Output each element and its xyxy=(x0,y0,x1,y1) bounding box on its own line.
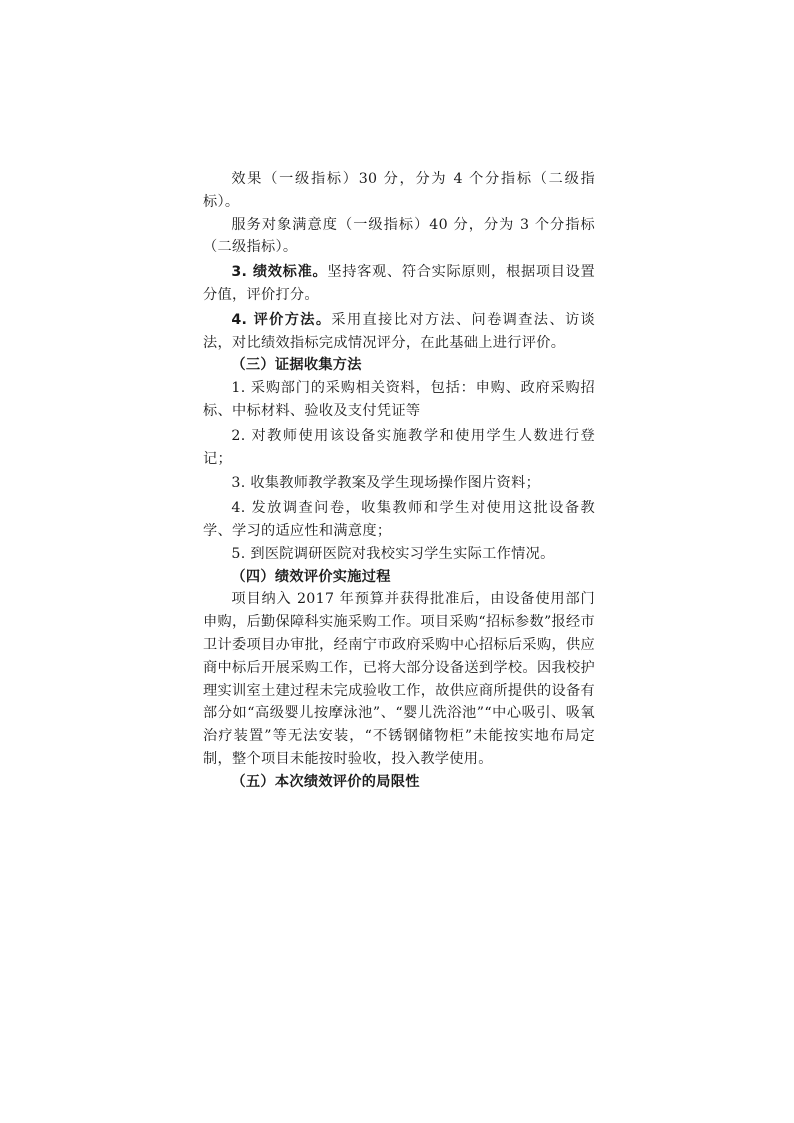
standard-text: 坚持客观、符合实际原则，根据项目设置分值，评价打分。 xyxy=(203,264,595,303)
paragraph-performance-standard xyxy=(203,261,595,307)
paragraph-implementation: 项目纳入 2017 年预算并获得批准后，由设备使用部门申购，后勤保障科实施采购工作。项目采购“招标参数”报经市卫计委项目办审批，经南宁市政府采购中心招标后采购，供应商中标后开展采购工作，已将大部分设备送到学校。因我校护理实训室土建过程未完成验收工作，故供应商所提供的设备有部分如“高级婴儿按摩泳池”、“婴儿洗浴池”“中心吸引、吸氧治疗装置”等无法安装，“不锈钢储物柜”未能按实地布局定制，整个项目未能按时验收，投入教学使用。 xyxy=(203,591,595,767)
paragraph-effect: 效果（一级指标）30 分，分为 4 个分指标（二级指标）。 xyxy=(203,171,595,210)
section-heading-implementation: （四）绩效评价实施过程 xyxy=(231,568,391,585)
document-body xyxy=(203,168,595,794)
section-heading-limitations: （五）本次绩效评价的局限性 xyxy=(231,773,420,790)
evidence-item-4: 4. 发放调查问卷，收集教师和学生对使用这批设备教学、学习的适应性和满意度； xyxy=(203,500,595,539)
paragraph-evaluation-method xyxy=(203,309,595,355)
evidence-item-3: 3. 收集教师教学教案及学生现场操作图片资料； xyxy=(231,475,541,492)
standard-lead: 3. 绩效标准。 xyxy=(231,264,328,281)
method-lead: 4. 评价方法。 xyxy=(231,311,332,328)
evidence-item-5: 5. 到医院调研医院对我校实习学生实际工作情况。 xyxy=(231,545,555,562)
evidence-item-2: 2. 对教师使用该设备实施教学和使用学生人数进行登记； xyxy=(203,427,595,467)
evidence-item-1: 1. 采购部门的采购相关资料，包括：申购、政府采购招标、中标材料、验收及支付凭证等 xyxy=(203,380,595,419)
paragraph-satisfaction: 服务对象满意度（一级指标）40 分，分为 3 个分指标（二级指标）。 xyxy=(203,216,595,256)
section-heading-evidence: （三）证据收集方法 xyxy=(231,357,362,374)
method-text: 采用直接比对方法、问卷调查法、访谈法，对比绩效指标完成情况评分，在此基础上进行评价。 xyxy=(203,311,595,351)
